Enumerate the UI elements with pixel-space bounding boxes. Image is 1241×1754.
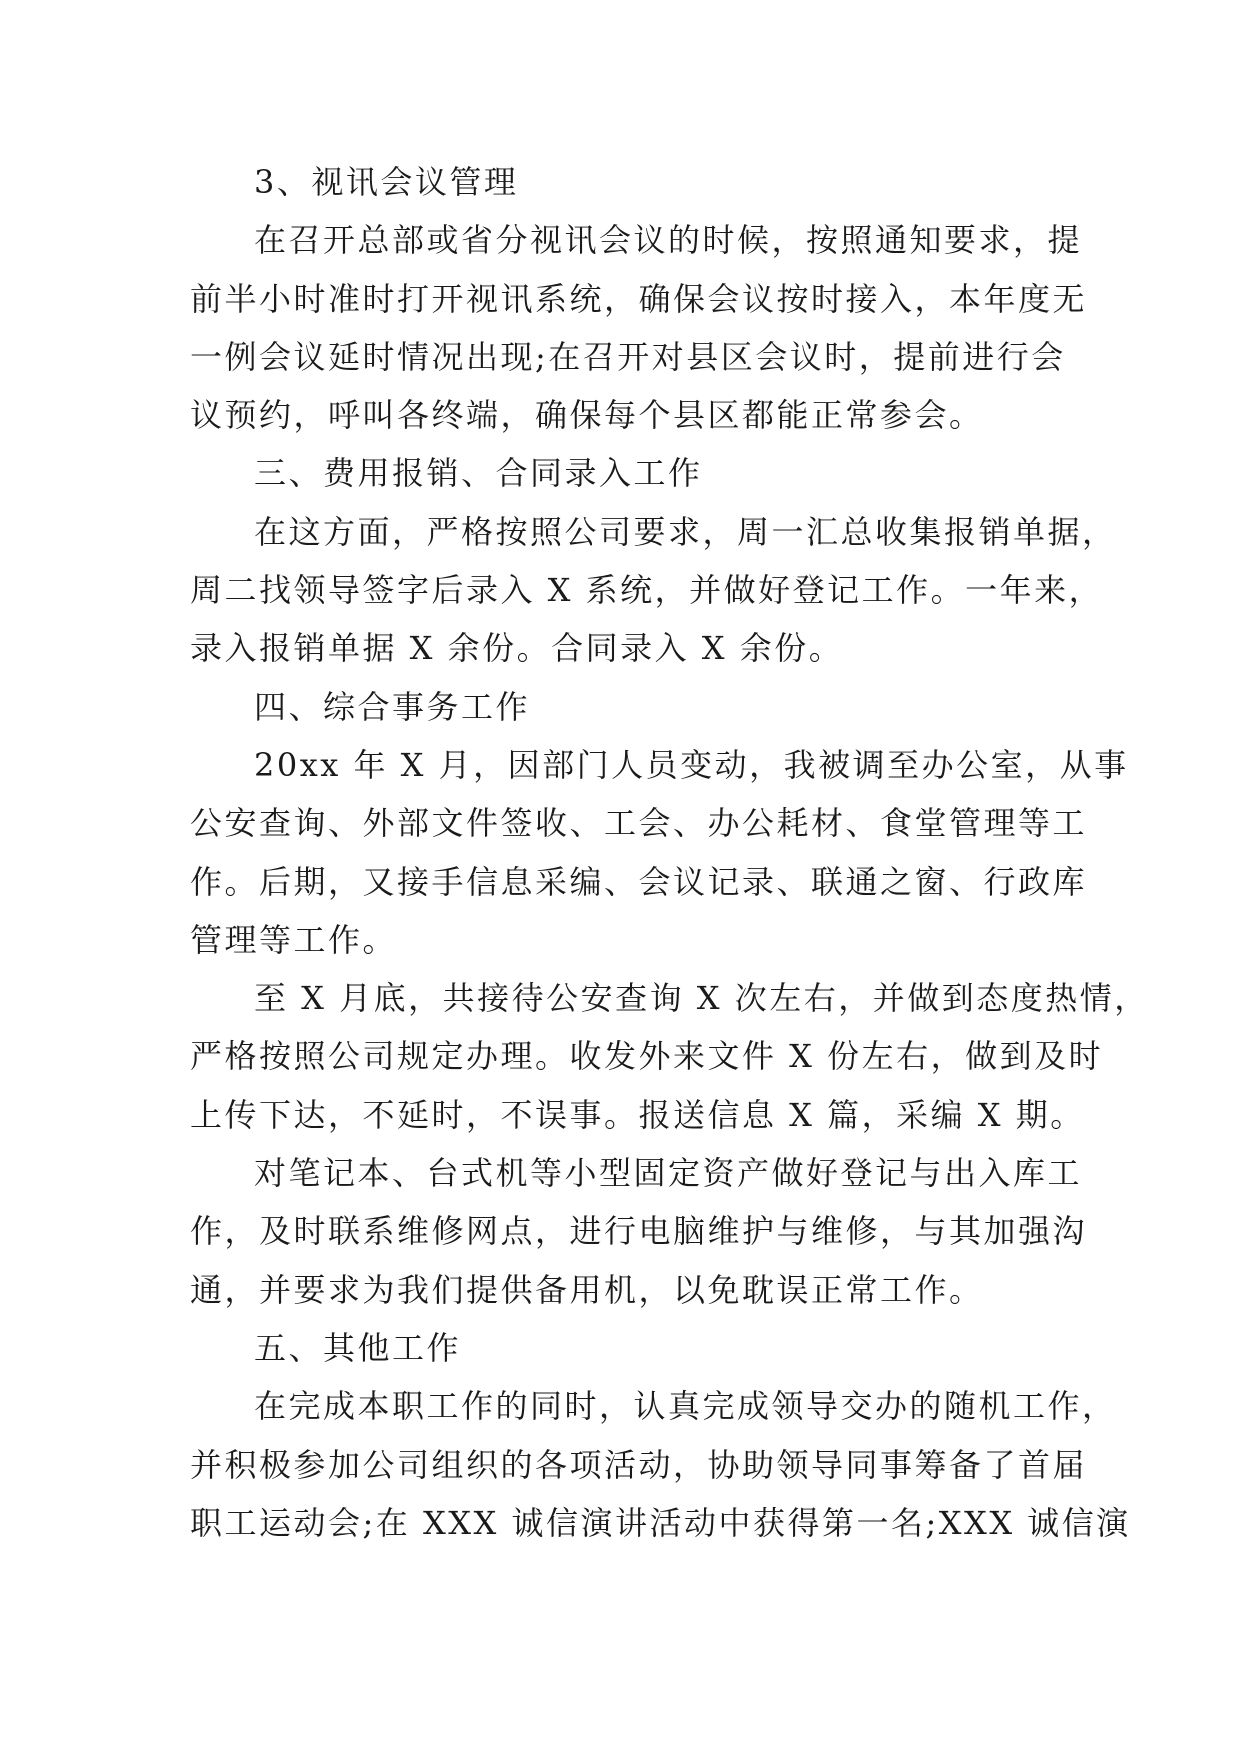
text-line: 作，及时联系维修网点，进行电脑维护与维修，与其加强沟 [190,1212,1088,1251]
body-paragraph [190,211,1088,444]
section-heading [190,678,1070,736]
text-line: 上传下达，不延时，不误事。报送信息 X 篇，采编 X 期。 [190,1095,1085,1134]
text-line: 通，并要求为我们提供备用机，以免耽误正常工作。 [190,1270,984,1309]
section-heading [190,1319,1070,1377]
text-line: 三、费用报销、合同录入工作 [254,454,703,493]
text-line: 至 X 月底，共接待公安查询 X 次左右，并做到态度热情， [254,979,1149,1018]
text-line: 五、其他工作 [254,1328,462,1367]
body-paragraph [190,503,1117,678]
body-paragraph [190,1144,1088,1319]
text-line: 严格按照公司规定办理。收发外来文件 X 份左右，做到及时 [190,1037,1104,1076]
text-line: 在这方面，严格按照公司要求，周一汇总收集报销单据， [254,512,1117,551]
text-line: 前半小时准时打开视讯系统，确保会议按时接入，本年度无 [190,279,1088,318]
document-body [190,153,1149,1552]
text-line: 20xx 年 X 月，因部门人员变动，我被调至办公室，从事 [254,745,1129,784]
text-line: 作。后期，又接手信息采编、会议记录、联通之窗、行政库 [190,862,1088,901]
text-line: 在完成本职工作的同时，认真完成领导交办的随机工作， [254,1387,1117,1426]
text-line: 职工运动会;在 XXX 诚信演讲活动中获得第一名;XXX 诚信演 [190,1503,1131,1542]
body-paragraph [190,969,1149,1144]
section-heading [190,153,1070,211]
body-paragraph [190,1377,1131,1552]
text-line: 并积极参加公司组织的各项活动，协助领导同事筹备了首届 [190,1445,1088,1484]
text-line: 公安查询、外部文件签收、工会、办公耗材、食堂管理等工 [190,804,1088,843]
text-line: 对笔记本、台式机等小型固定资产做好登记与出入库工 [254,1154,1083,1193]
text-line: 在召开总部或省分视讯会议的时候，按照通知要求，提 [254,221,1083,260]
text-line: 周二找领导签字后录入 X 系统，并做好登记工作。一年来， [190,571,1104,610]
text-line: 录入报销单据 X 余份。合同录入 X 余份。 [190,629,844,668]
section-heading [190,444,1070,502]
text-line: 管理等工作。 [190,920,398,959]
text-line: 议预约，呼叫各终端，确保每个县区都能正常参会。 [190,396,984,435]
body-paragraph [190,736,1129,969]
text-line: 一例会议延时情况出现;在召开对县区会议时，提前进行会 [190,337,1066,376]
text-line: 3、视讯会议管理 [254,163,519,201]
text-line: 四、综合事务工作 [254,687,531,726]
